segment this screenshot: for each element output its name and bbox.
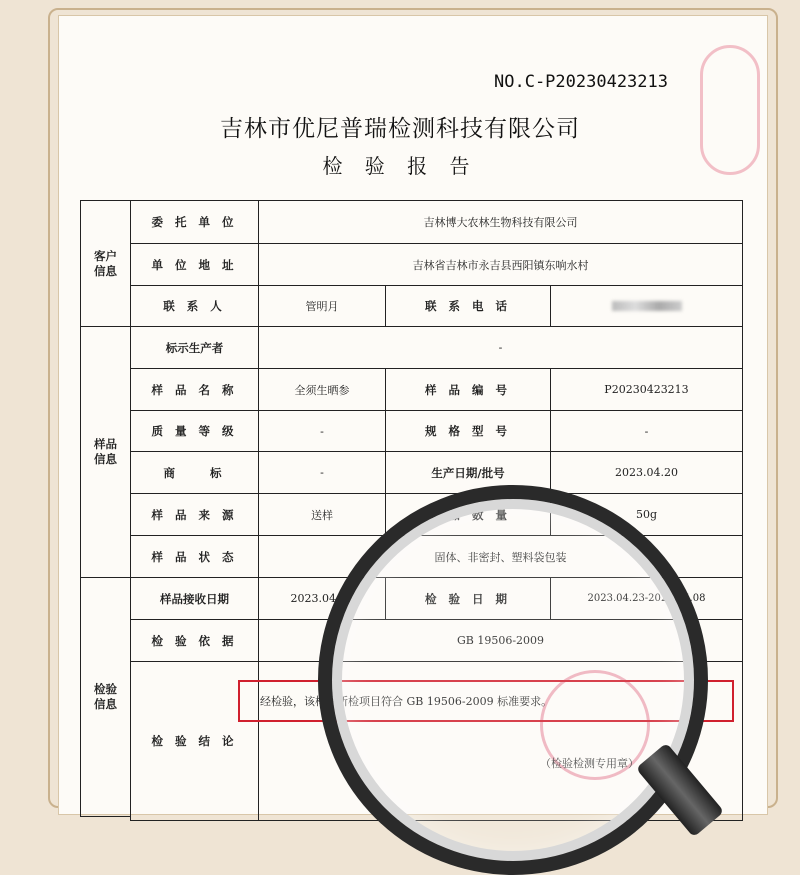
section-sample: 样品 信息	[80, 326, 131, 578]
conclusion-text: 经检验，该样品所检项目符合 GB 19506-2009 标准要求。	[260, 695, 553, 708]
label: 联 系 电 话	[385, 285, 551, 327]
production-date-value: 2023.04.20	[550, 451, 743, 494]
section-customer: 客户 信息	[80, 200, 131, 327]
label: 样品接收日期	[130, 577, 259, 620]
label: 规 格 型 号	[385, 410, 551, 452]
seal-caption: （检验检测专用章）	[540, 757, 639, 770]
report-title: 检 验 报 告	[322, 154, 478, 178]
magnifier-icon	[318, 485, 708, 875]
client-value: 吉林博大农林生物科技有限公司	[258, 200, 743, 244]
label: 检 验 依 据	[130, 619, 259, 662]
label: 样 品 数 量	[385, 493, 551, 536]
producer-value: -	[258, 326, 743, 369]
label: 样 品 来 源	[130, 493, 259, 536]
basis-value: GB 19506-2009	[258, 619, 743, 662]
blurred-phone	[612, 301, 682, 311]
state-value: 固体、非密封、塑料袋包装	[258, 535, 743, 578]
grade-value: -	[258, 410, 386, 452]
label: 委 托 单 位	[130, 200, 259, 244]
receive-date-value: 2023.04.23	[258, 577, 386, 620]
test-date-value: 2023.04.23-2023.05.08	[550, 577, 743, 620]
label: 样 品 状 态	[130, 535, 259, 578]
spec-value: -	[550, 410, 743, 452]
brand-value: -	[258, 451, 386, 494]
label: 单 位 地 址	[130, 243, 259, 286]
company-name: 吉林市优尼普瑞检测科技有限公司	[220, 116, 580, 142]
phone-value-blurred	[550, 285, 743, 327]
label: 联 系 人	[130, 285, 259, 327]
quantity-value: 50g	[550, 493, 743, 536]
label: 生产日期/批号	[385, 451, 551, 494]
label: 样 品 编 号	[385, 368, 551, 411]
address-value: 吉林省吉林市永吉县西阳镇东响水村	[258, 243, 743, 286]
label: 商 标	[130, 451, 259, 494]
label: 检 验 结 论	[130, 661, 259, 821]
sample-code-value: P20230423213	[550, 368, 743, 411]
label: 标示生产者	[130, 326, 259, 369]
label: 检 验 日 期	[385, 577, 551, 620]
label: 质 量 等 级	[130, 410, 259, 452]
sample-name-value: 全须生晒参	[258, 368, 386, 411]
contact-value: 管明月	[258, 285, 386, 327]
section-inspection: 检验 信息	[80, 577, 131, 817]
source-value: 送样	[258, 493, 386, 536]
report-number: NO.C-P20230423213	[494, 72, 668, 92]
label: 样 品 名 称	[130, 368, 259, 411]
